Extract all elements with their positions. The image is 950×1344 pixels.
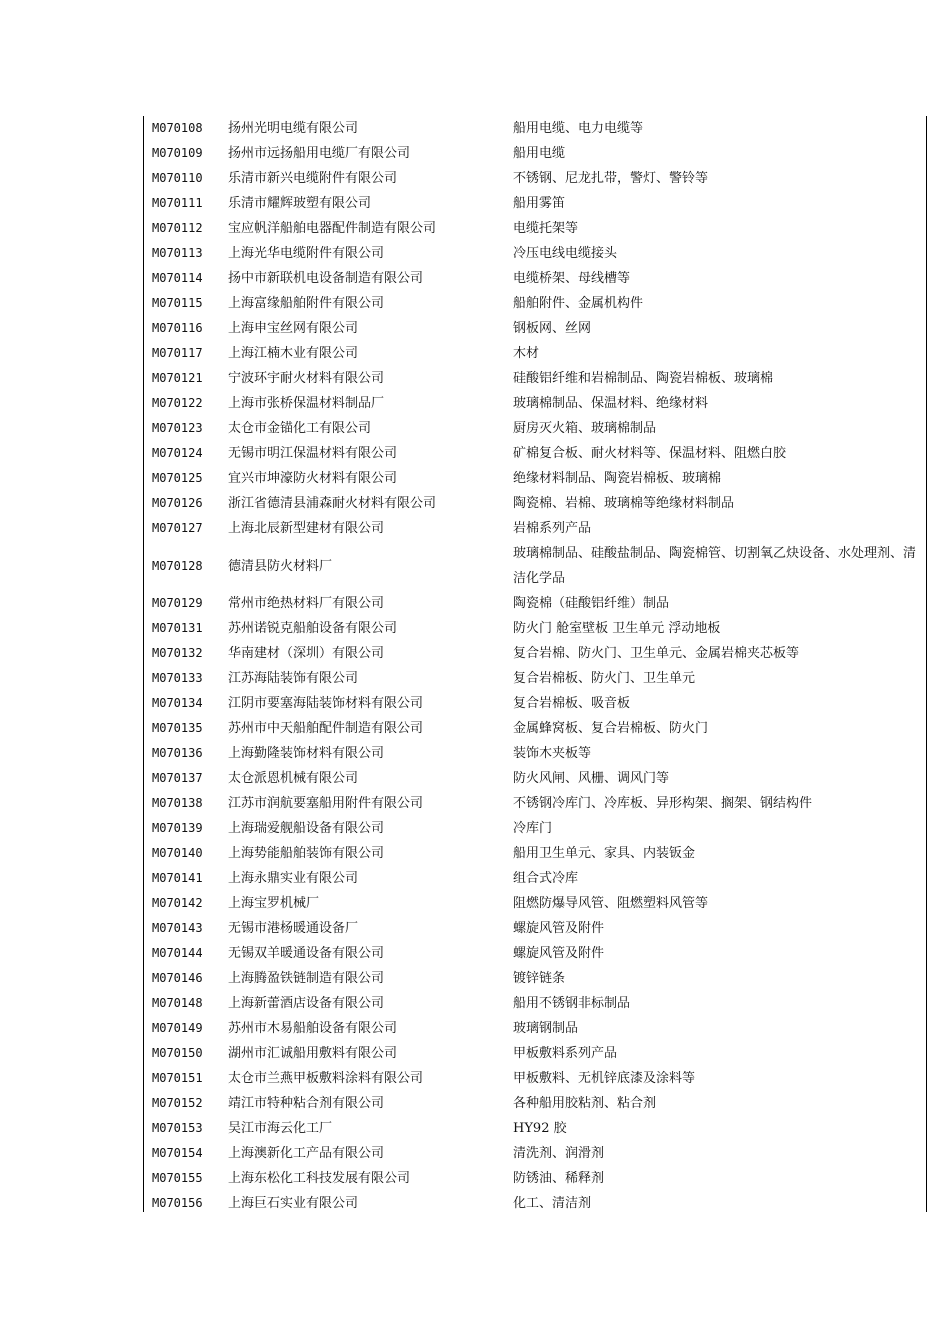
supplier-code: M070135 — [152, 721, 203, 735]
supplier-code: M070122 — [152, 396, 203, 410]
product-description: 电缆桥架、母线槽等 — [513, 271, 631, 286]
product-description: 船用电缆、电力电缆等 — [513, 121, 644, 136]
product-description: 阻燃防爆导风管、阻燃塑料风管等 — [513, 896, 709, 911]
table-row — [143, 466, 927, 491]
supplier-code: M070141 — [152, 871, 203, 885]
table-row — [143, 291, 927, 316]
company-name: 江苏海陆装饰有限公司 — [228, 671, 359, 686]
product-description: 船用雾笛 — [513, 196, 566, 211]
product-description: 化工、清洁剂 — [513, 1196, 592, 1211]
company-name: 上海势能船舶装饰有限公司 — [228, 846, 385, 861]
company-name: 扬中市新联机电设备制造有限公司 — [228, 271, 424, 286]
supplier-code: M070113 — [152, 246, 203, 260]
company-name: 苏州市木易船舶设备有限公司 — [228, 1021, 398, 1036]
product-description: 防锈油、稀释剂 — [513, 1171, 605, 1186]
company-name: 江苏市润航要塞船用附件有限公司 — [228, 796, 424, 811]
supplier-code: M070129 — [152, 596, 203, 610]
table-row — [143, 491, 927, 516]
table-row — [143, 691, 927, 716]
table-row — [143, 541, 927, 591]
supplier-code: M070117 — [152, 346, 203, 360]
company-name: 无锡市明江保温材料有限公司 — [228, 446, 398, 461]
table-row — [143, 316, 927, 341]
supplier-rows — [143, 116, 927, 1216]
product-description: 组合式冷库 — [513, 871, 579, 886]
table-row — [143, 616, 927, 641]
company-name: 无锡市港杨暖通设备厂 — [228, 921, 359, 936]
supplier-code: M070137 — [152, 771, 203, 785]
product-description: 防火风闸、风栅、调风门等 — [513, 771, 670, 786]
supplier-code: M070114 — [152, 271, 203, 285]
product-description: 冷库门 — [513, 821, 553, 836]
product-description: 甲板敷料系列产品 — [513, 1046, 618, 1061]
table-row — [143, 666, 927, 691]
table-row — [143, 241, 927, 266]
table-row — [143, 1166, 927, 1191]
supplier-code: M070140 — [152, 846, 203, 860]
table-row — [143, 1041, 927, 1066]
table-row — [143, 716, 927, 741]
product-description: 陶瓷棉（硅酸铝纤维）制品 — [513, 596, 670, 611]
table-row — [143, 841, 927, 866]
supplier-code: M070149 — [152, 1021, 203, 1035]
supplier-code: M070124 — [152, 446, 203, 460]
supplier-code: M070131 — [152, 621, 203, 635]
table-row — [143, 1116, 927, 1141]
company-name: 无锡双羊暖通设备有限公司 — [228, 946, 385, 961]
table-row — [143, 641, 927, 666]
supplier-code: M070127 — [152, 521, 203, 535]
product-description: 复合岩棉板、吸音板 — [513, 696, 631, 711]
table-row — [143, 1016, 927, 1041]
product-description: 各种船用胶粘剂、粘合剂 — [513, 1096, 657, 1111]
company-name: 靖江市特种粘合剂有限公司 — [228, 1096, 385, 1111]
table-row — [143, 1066, 927, 1091]
supplier-code: M070154 — [152, 1146, 203, 1160]
table-row — [143, 391, 927, 416]
product-description: 甲板敷料、无机锌底漆及涂料等 — [513, 1071, 696, 1086]
table-row — [143, 966, 927, 991]
company-name: 上海江楠木业有限公司 — [228, 346, 359, 361]
product-description: 冷压电线电缆接头 — [513, 246, 618, 261]
table-row — [143, 1091, 927, 1116]
product-description: 金属蜂窝板、复合岩棉板、防火门 — [513, 721, 709, 736]
supplier-code: M070139 — [152, 821, 203, 835]
supplier-code: M070134 — [152, 696, 203, 710]
supplier-code: M070126 — [152, 496, 203, 510]
table-row — [143, 141, 927, 166]
table-row — [143, 166, 927, 191]
supplier-code: M070133 — [152, 671, 203, 685]
table-row — [143, 366, 927, 391]
company-name: 乐清市新兴电缆附件有限公司 — [228, 171, 398, 186]
supplier-code: M070146 — [152, 971, 203, 985]
product-description: 玻璃钢制品 — [513, 1021, 579, 1036]
table-row — [143, 1191, 927, 1216]
company-name: 上海北辰新型建材有限公司 — [228, 521, 385, 536]
product-description: 不锈钢、尼龙扎带，警灯、警铃等 — [513, 171, 709, 186]
product-description: 螺旋风管及附件 — [513, 946, 605, 961]
supplier-table — [143, 116, 927, 1212]
supplier-code: M070110 — [152, 171, 203, 185]
company-name: 苏州市中天船舶配件制造有限公司 — [228, 721, 424, 736]
product-description: 复合岩棉板、防火门、卫生单元 — [513, 671, 696, 686]
company-name: 宜兴市坤濠防火材料有限公司 — [228, 471, 398, 486]
company-name: 乐清市耀辉玻塑有限公司 — [228, 196, 372, 211]
supplier-code: M070148 — [152, 996, 203, 1010]
table-row — [143, 741, 927, 766]
product-description: 不锈钢冷库门、冷库板、异形构架、搁架、钢结构件 — [513, 796, 813, 811]
supplier-code: M070125 — [152, 471, 203, 485]
product-description: 岩棉系列产品 — [513, 521, 592, 536]
product-description: 船用不锈钢非标制品 — [513, 996, 631, 1011]
supplier-code: M070112 — [152, 221, 203, 235]
supplier-code: M070152 — [152, 1096, 203, 1110]
company-name: 上海瑞爱舰船设备有限公司 — [228, 821, 385, 836]
product-description: 玻璃棉制品、保温材料、绝缘材料 — [513, 396, 709, 411]
company-name: 上海永鼎实业有限公司 — [228, 871, 359, 886]
table-row — [143, 416, 927, 441]
product-description: HY92 胶 — [513, 1121, 567, 1136]
company-name: 上海富缘船舶附件有限公司 — [228, 296, 385, 311]
table-row — [143, 516, 927, 541]
product-description: 厨房灭火箱、玻璃棉制品 — [513, 421, 657, 436]
company-name: 华南建材（深圳）有限公司 — [228, 646, 385, 661]
table-row — [143, 441, 927, 466]
supplier-code: M070123 — [152, 421, 203, 435]
company-name: 上海市张桥保温材料制品厂 — [228, 396, 385, 411]
supplier-code: M070116 — [152, 321, 203, 335]
company-name: 上海新蕾酒店设备有限公司 — [228, 996, 385, 1011]
company-name: 太仓市兰燕甲板敷料涂料有限公司 — [228, 1071, 424, 1086]
company-name: 浙江省德清县浦森耐火材料有限公司 — [228, 496, 437, 511]
table-row — [143, 591, 927, 616]
company-name: 太仓市金锚化工有限公司 — [228, 421, 372, 436]
supplier-code: M070153 — [152, 1121, 203, 1135]
company-name: 上海宝罗机械厂 — [228, 896, 320, 911]
company-name: 上海腾盈铁链制造有限公司 — [228, 971, 385, 986]
product-description: 硅酸铝纤维和岩棉制品、陶瓷岩棉板、玻璃棉 — [513, 371, 774, 386]
supplier-code: M070151 — [152, 1071, 203, 1085]
table-row — [143, 866, 927, 891]
company-name: 江阴市要塞海陆装饰材料有限公司 — [228, 696, 424, 711]
product-description: 船用电缆 — [513, 146, 566, 161]
supplier-list — [143, 116, 927, 1216]
table-row — [143, 941, 927, 966]
company-name: 扬州光明电缆有限公司 — [228, 121, 359, 136]
table-row — [143, 916, 927, 941]
company-name: 太仓派恩机械有限公司 — [228, 771, 359, 786]
product-description: 镀锌链条 — [513, 971, 566, 986]
supplier-code: M070128 — [152, 558, 203, 573]
company-name: 湖州市汇诚船用敷料有限公司 — [228, 1046, 398, 1061]
supplier-code: M070144 — [152, 946, 203, 960]
product-description: 绝缘材料制品、陶瓷岩棉板、玻璃棉 — [513, 471, 722, 486]
company-name: 上海勤隆装饰材料有限公司 — [228, 746, 385, 761]
table-row — [143, 216, 927, 241]
supplier-code: M070138 — [152, 796, 203, 810]
table-row — [143, 766, 927, 791]
company-name: 常州市绝热材料厂有限公司 — [228, 596, 385, 611]
supplier-code: M070111 — [152, 196, 203, 210]
product-description: 电缆托架等 — [513, 221, 579, 236]
supplier-code: M070136 — [152, 746, 203, 760]
supplier-code: M070143 — [152, 921, 203, 935]
supplier-code: M070121 — [152, 371, 203, 385]
company-name: 德清县防火材料厂 — [228, 558, 333, 574]
product-description: 船舶附件、金属机构件 — [513, 296, 644, 311]
supplier-code: M070142 — [152, 896, 203, 910]
product-description: 螺旋风管及附件 — [513, 921, 605, 936]
supplier-code: M070132 — [152, 646, 203, 660]
company-name: 上海光华电缆附件有限公司 — [228, 246, 385, 261]
product-description: 玻璃棉制品、硅酸盐制品、陶瓷棉管、切割氧乙炔设备、水处理剂、清洁化学品 — [513, 546, 917, 586]
table-row — [143, 1141, 927, 1166]
company-name: 上海申宝丝网有限公司 — [228, 321, 359, 336]
product-description: 矿棉复合板、耐火材料等、保温材料、阻燃白胶 — [513, 446, 787, 461]
company-name: 吴江市海云化工厂 — [228, 1121, 333, 1136]
table-row — [143, 816, 927, 841]
table-row — [143, 891, 927, 916]
company-name: 上海东松化工科技发展有限公司 — [228, 1171, 411, 1186]
product-description: 钢板网、丝网 — [513, 321, 592, 336]
company-name: 上海澳新化工产品有限公司 — [228, 1146, 385, 1161]
product-description: 船用卫生单元、家具、内装钣金 — [513, 846, 696, 861]
product-description: 防火门 舱室壁板 卫生单元 浮动地板 — [513, 621, 721, 636]
company-name: 宁波环宇耐火材料有限公司 — [228, 371, 385, 386]
product-description: 木材 — [513, 346, 540, 361]
table-row — [143, 116, 927, 141]
supplier-code: M070109 — [152, 146, 203, 160]
product-description: 装饰木夹板等 — [513, 746, 592, 761]
company-name: 上海巨石实业有限公司 — [228, 1196, 359, 1211]
supplier-code: M070156 — [152, 1196, 203, 1210]
supplier-code: M070115 — [152, 296, 203, 310]
product-description: 陶瓷棉、岩棉、玻璃棉等绝缘材料制品 — [513, 496, 735, 511]
product-description: 清洗剂、润滑剂 — [513, 1146, 605, 1161]
supplier-code: M070155 — [152, 1171, 203, 1185]
company-name: 苏州诺锐克船舶设备有限公司 — [228, 621, 398, 636]
company-name: 扬州市远扬船用电缆厂有限公司 — [228, 146, 411, 161]
supplier-code: M070150 — [152, 1046, 203, 1060]
table-row — [143, 191, 927, 216]
table-row — [143, 341, 927, 366]
product-description: 复合岩棉、防火门、卫生单元、金属岩棉夹芯板等 — [513, 646, 800, 661]
table-row — [143, 266, 927, 291]
table-row — [143, 791, 927, 816]
company-name: 宝应帆洋船舶电器配件制造有限公司 — [228, 221, 437, 236]
table-row — [143, 991, 927, 1016]
supplier-code: M070108 — [152, 121, 203, 135]
